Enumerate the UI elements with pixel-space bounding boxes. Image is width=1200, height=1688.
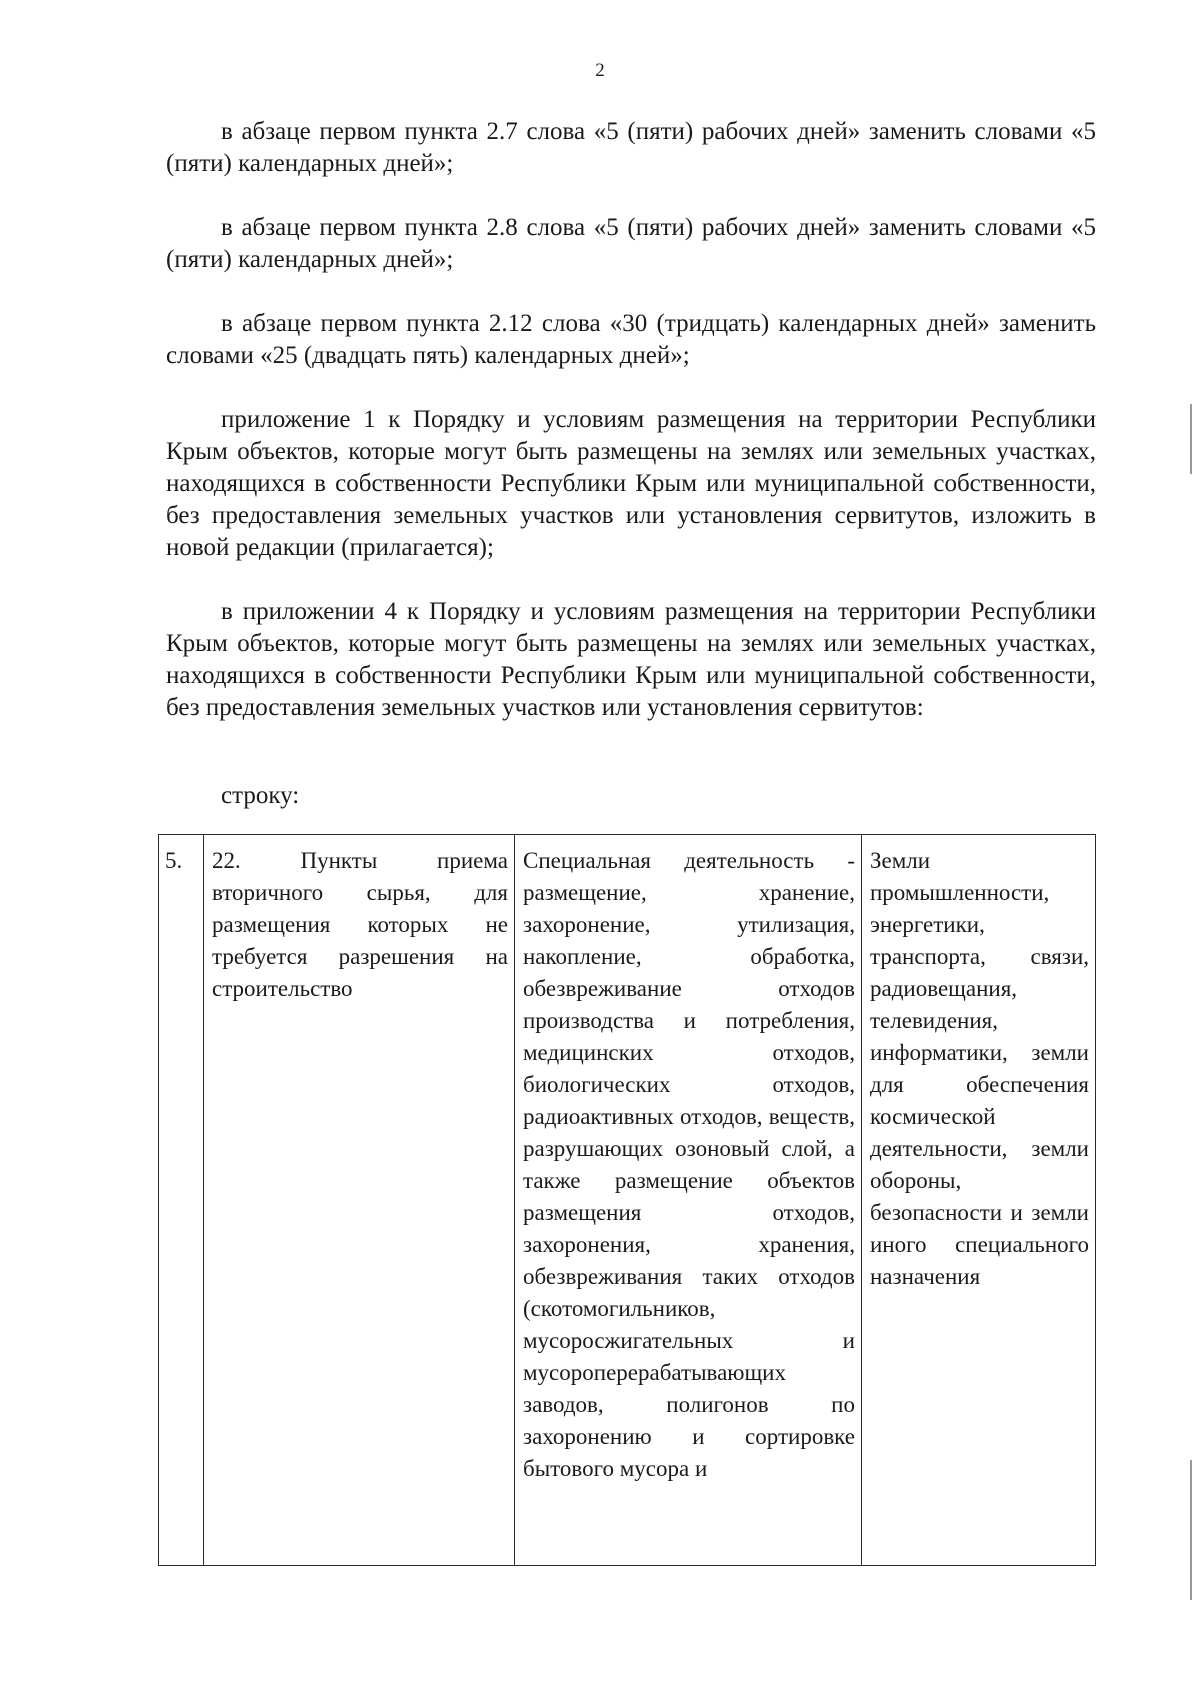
table-row [159,835,1096,1566]
paragraph-item-2-12: в абзаце первом пункта 2.12 слова «30 (тридцать) календарных дней» заменить словами «25 (двадцать пять) календарных дней»; [166,310,1096,369]
replacement-row-table [158,834,1096,1566]
paragraph-appendix-4: в приложении 4 к Порядку и условиям размещения на территории Республики Крым объектов, которые могут быть размещены на землях или земельных участках, находящихся в собственности Республики Крым или муниципальной собственности, без предоставления земельных участков или установления сервитутов: [166,598,1096,721]
object-name-cell: 22. Пункты приема вторичного сырья, для размещения которых не требуется разрешения на строительство [204,835,515,1566]
paragraph-item-2-7: в абзаце первом пункта 2.7 слова «5 (пяти) рабочих дней» заменить словами «5 (пяти) календарных дней»; [166,118,1096,177]
replacement-row-table-container [158,834,1096,1566]
scan-artifact-mark [1190,1460,1192,1600]
paragraph-appendix-1: приложение 1 к Порядку и условиям размещения на территории Республики Крым объектов, которые могут быть размещены на землях или земельных участках, находящихся в собственности Республики Крым или муниципальной собственности, без предоставления земельных участков или установления сервитутов, изложить в новой редакции (прилагается); [166,406,1096,561]
activity-type-cell: Специальная деятельность - размещение, хранение, захоронение, утилизация, накопление, обработка, обезвреживание отходов производства и потребления, медицинских отходов, биологических отходов, радиоактивных отходов, веществ, разрушающих озоновый слой, а также размещение объектов размещения отходов, захоронения, хранения, обезвреживания таких отходов (скотомогильников, мусоросжигательных и мусороперерабатывающих заводов, полигонов по захоронению и сортировке бытового мусора и [515,835,862,1566]
scan-artifact-mark [1190,404,1192,474]
row-number-cell: 5. [159,835,204,1566]
land-category-cell: Земли промышленности, энергетики, транспорта, связи, радиовещания, телевидения, информатики, земли для обеспечения космической деятельности, земли обороны, безопасности и земли иного специального назначения [862,835,1096,1566]
paragraph-row-intro: строку: [221,782,300,809]
paragraph-item-2-8: в абзаце первом пункта 2.8 слова «5 (пяти) рабочих дней» заменить словами «5 (пяти) календарных дней»; [166,214,1096,273]
page-number: 2 [595,60,605,81]
